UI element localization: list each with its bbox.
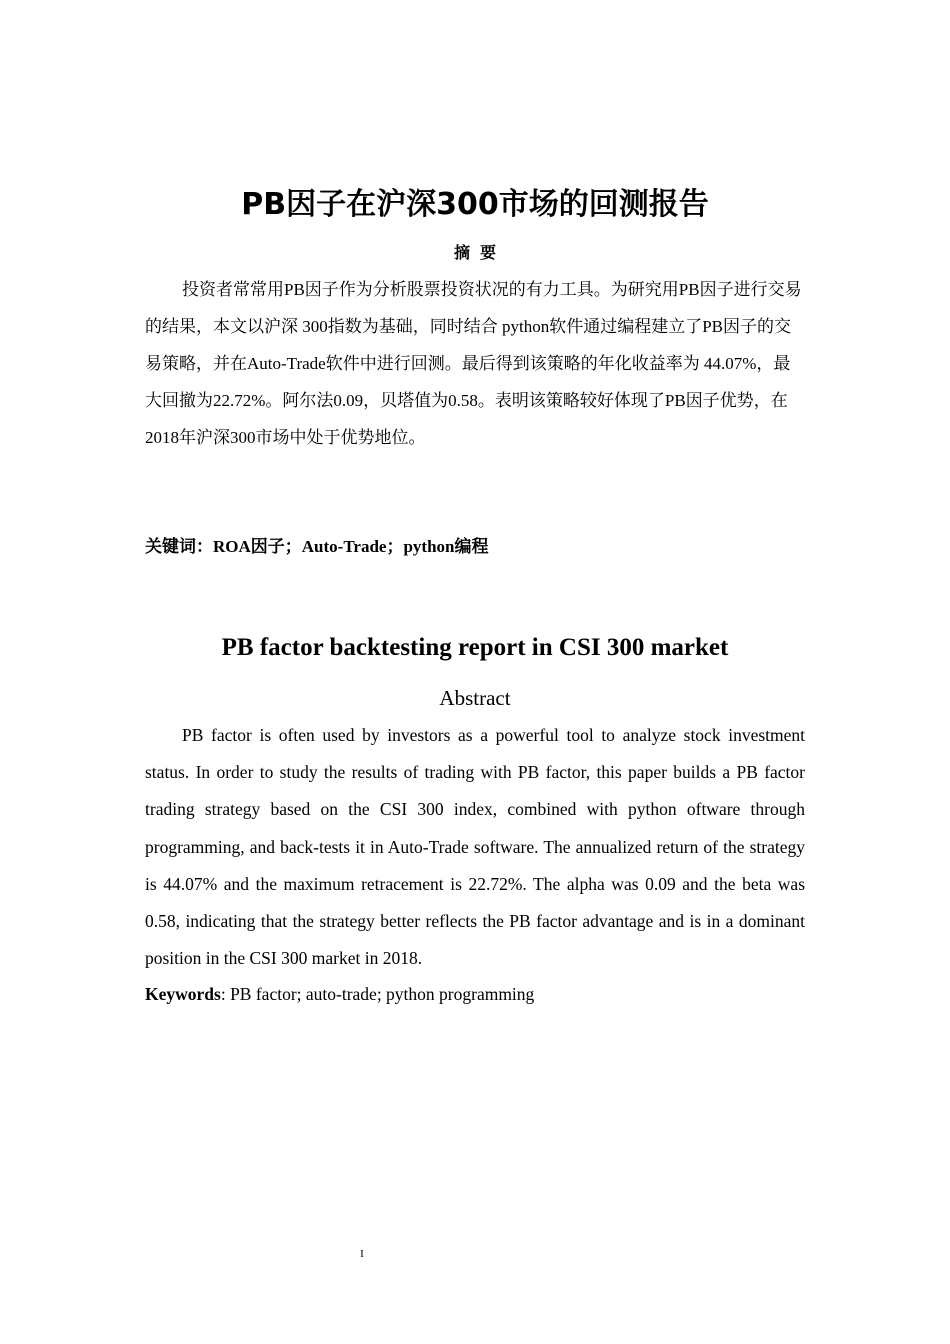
page-number: I bbox=[360, 1248, 364, 1260]
english-abstract-heading: Abstract bbox=[439, 686, 511, 710]
chinese-abstract-heading: 摘要 bbox=[453, 243, 506, 262]
chinese-title: PB因子在沪深300市场的回测报告 bbox=[241, 187, 709, 222]
chinese-keywords: 关键词：ROA因子；Auto-Trade；python编程 bbox=[145, 537, 489, 556]
english-keywords-label: Keywords bbox=[145, 984, 221, 1004]
chinese-abstract-body: 投资者常常用PB因子作为分析股票投资状况的有力工具。为研究用PB因子进行交易的结果，本文以沪深 300指数为基础，同时结合 python软件通过编程建立了PB因子的交易策略，并在Auto-Trade软件中进行回测。最后得到该策略的年化收益率为 44.07%，最大回撤为22.72%。阿尔法0.09，贝塔值为0.58。表明该策略较好体现了PB因子优势，在2018年沪深300市场中处于优势地位。 bbox=[145, 280, 802, 447]
english-keywords bbox=[145, 979, 805, 1009]
english-abstract-body: PB factor is often used by investors as a powerful tool to analyze stock investment status. In order to study the results of trading with PB factor, this paper builds a PB factor trading strategy based on the CSI 300 index, combined with python oftware through programming, and back-tests it in Auto-Trade software. The annualized return of the strategy is 44.07% and the maximum retracement is 22.72%. The alpha was 0.09 and the beta was 0.58, indicating that the strategy better reflects the PB factor advantage and is in a dominant position in the CSI 300 market in 2018. bbox=[145, 725, 805, 969]
english-keywords-text: : PB factor; auto-trade; python programming bbox=[220, 984, 535, 1004]
english-title: PB factor backtesting report in CSI 300 market bbox=[221, 634, 729, 661]
